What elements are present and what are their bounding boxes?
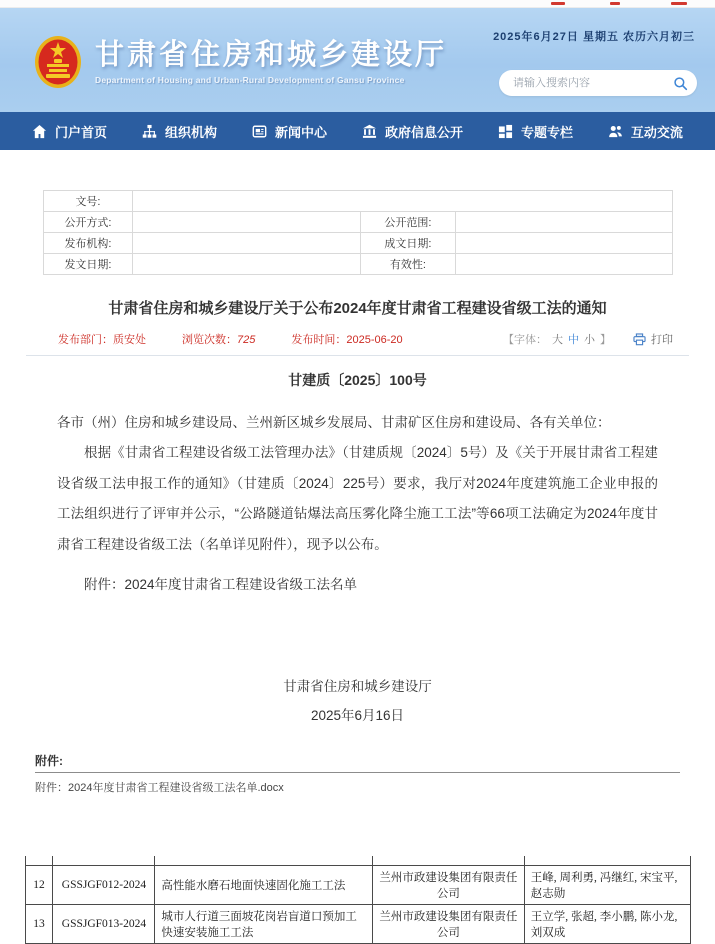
- meta-label-doc-number: 文号:: [43, 191, 133, 212]
- meta-label-issuing-agency: 发布机构:: [43, 233, 133, 254]
- site-subtitle: Department of Housing and Urban-Rural Development of Gansu Province: [95, 75, 405, 86]
- nav-label: 组织机构: [164, 124, 217, 140]
- cell-people: 王立学, 张超, 李小鹏, 陈小龙, 刘双成: [524, 904, 690, 943]
- cell-row-number: 12: [25, 865, 53, 904]
- bank-icon: [362, 124, 377, 139]
- paragraph-main: 根据《甘肃省工程建设省级工法管理办法》（甘建质规〔2024〕5号）及《关于开展甘肃省工程建设省级工法申报工作的通知》（甘建质〔2024〕225号）要求，我厅对2024年度建筑施工企业申报的工法组织进行了评审并公示，“公路隧道钻爆法高压雾化降尘施工工法”等66项工法确定为2024年度甘肃省工程建设省级工法（名单详见附件），现予以公布。: [57, 445, 658, 552]
- cell-row-number: 13: [25, 904, 53, 943]
- font-size-small-button[interactable]: 小: [584, 334, 595, 346]
- cropped-red-fragment: [551, 2, 565, 5]
- nav-item-organization[interactable]: [142, 122, 217, 141]
- attachments-divider: [35, 772, 680, 773]
- meta-row: [43, 191, 672, 212]
- search-icon[interactable]: [673, 76, 688, 91]
- meta-label-open-scope: 公开范围:: [360, 212, 455, 233]
- meta-value-open-scope: [455, 212, 672, 233]
- empty-cell: [373, 856, 525, 865]
- article-body: [57, 408, 658, 730]
- national-emblem-logo: [34, 34, 82, 90]
- meta-divider: [26, 355, 689, 356]
- font-widget-close: 】: [600, 334, 611, 346]
- table-row-cropped: [25, 856, 690, 865]
- empty-cell: [53, 856, 155, 865]
- newspaper-icon: [252, 124, 267, 139]
- cell-method-name: 高性能水磨石地面快速固化施工工法: [155, 865, 373, 904]
- font-size-widget: [503, 331, 611, 347]
- empty-cell: [155, 856, 373, 865]
- table-row: [25, 865, 690, 904]
- date-line: 2025年6月27日 星期五 农历六月初三: [493, 31, 695, 43]
- cell-method-code: GSSJGF012-2024: [53, 865, 155, 904]
- meta-value-issuing-agency: [133, 233, 361, 254]
- main-nav: [0, 112, 715, 150]
- nav-label: 门户首页: [55, 124, 108, 140]
- attachment-file-link[interactable]: 附件：2024年度甘肃省工程建设省级工法名单.docx: [35, 782, 284, 795]
- signature-date: 2025年6月16日: [310, 708, 405, 724]
- cell-company: 兰州市政建设集团有限责任公司: [373, 865, 525, 904]
- font-size-medium-button[interactable]: 中: [568, 334, 579, 346]
- site-title-block: [95, 39, 447, 85]
- cell-method-name: 城市人行道三面坡花岗岩盲道口预加工快速安装施工工法: [155, 904, 373, 943]
- people-icon: [608, 124, 623, 139]
- meta-value-issue-date: [133, 254, 361, 275]
- printer-icon: [633, 333, 646, 346]
- attachments-section: [35, 752, 680, 796]
- meta-value-doc-number: [133, 191, 672, 212]
- method-list-table: [25, 856, 691, 944]
- cropped-red-fragment: [610, 2, 620, 5]
- article-meta-bar: [58, 331, 673, 347]
- paragraph-attachment: 附件：2024年度甘肃省工程建设省级工法名单: [84, 576, 358, 592]
- nav-label: 政府信息公开: [384, 124, 463, 140]
- nav-item-news[interactable]: [252, 122, 327, 141]
- meta-label-written-date: 成文日期:: [360, 233, 455, 254]
- sitemap-icon: [142, 124, 157, 139]
- search-input[interactable]: [513, 77, 673, 89]
- meta-value-written-date: [455, 233, 672, 254]
- meta-row: [43, 254, 672, 275]
- print-label: 打印: [651, 334, 673, 346]
- attachments-label: 附件:: [35, 754, 63, 769]
- meta-label-open-method: 公开方式:: [43, 212, 133, 233]
- nav-item-gov-info[interactable]: [362, 122, 463, 141]
- nav-item-special-topics[interactable]: [498, 122, 573, 141]
- nav-item-home[interactable]: [32, 122, 107, 141]
- font-size-large-button[interactable]: 大: [552, 334, 563, 346]
- print-button[interactable]: [633, 331, 673, 347]
- article-title: 甘肃省住房和城乡建设厅关于公布2024年度甘肃省工程建设省级工法的通知: [108, 300, 607, 317]
- nav-label: 专题专栏: [520, 124, 573, 140]
- cell-company: 兰州市政建设集团有限责任公司: [373, 904, 525, 943]
- meta-label-issue-date: 发文日期:: [43, 254, 133, 275]
- site-banner: [0, 8, 715, 112]
- home-icon: [32, 124, 47, 139]
- paragraph-recipients: 各市（州）住房和城乡建设局、兰州新区城乡发展局、甘肃矿区住房和建设局、各有关单位：: [57, 415, 611, 430]
- grid-icon: [498, 124, 513, 139]
- nav-label: 互动交流: [630, 124, 683, 140]
- publish-dept: 发布部门：质安处: [58, 334, 146, 346]
- font-widget-open: 【字体：: [503, 334, 547, 346]
- site-title: 甘肃省住房和城乡建设厅: [95, 38, 448, 71]
- document-number: 甘建质〔2025〕100号: [288, 372, 427, 388]
- cropped-red-fragment: [671, 2, 687, 5]
- meta-label-validity: 有效性:: [360, 254, 455, 275]
- cell-method-code: GSSJGF013-2024: [53, 904, 155, 943]
- nav-item-interaction[interactable]: [608, 122, 683, 141]
- search-box[interactable]: [499, 70, 697, 96]
- meta-row: [43, 212, 672, 233]
- document-meta-table: [43, 190, 673, 275]
- meta-value-open-method: [133, 212, 361, 233]
- empty-cell: [524, 856, 690, 865]
- signature-block: [57, 672, 658, 730]
- nav-label: 新闻中心: [274, 124, 327, 140]
- publish-time: 发布时间：2025-06-20: [291, 334, 403, 346]
- signature-org: 甘肃省住房和城乡建设厅: [283, 679, 432, 695]
- cropped-top-strip: [0, 0, 715, 8]
- cell-people: 王峰, 周利勇, 冯继红, 宋宝平, 赵志勋: [524, 865, 690, 904]
- table-row: [25, 904, 690, 943]
- meta-row: [43, 233, 672, 254]
- meta-value-validity: [455, 254, 672, 275]
- empty-cell: [25, 856, 53, 865]
- view-count: 浏览次数：725: [182, 334, 256, 346]
- site-brand[interactable]: [34, 34, 447, 90]
